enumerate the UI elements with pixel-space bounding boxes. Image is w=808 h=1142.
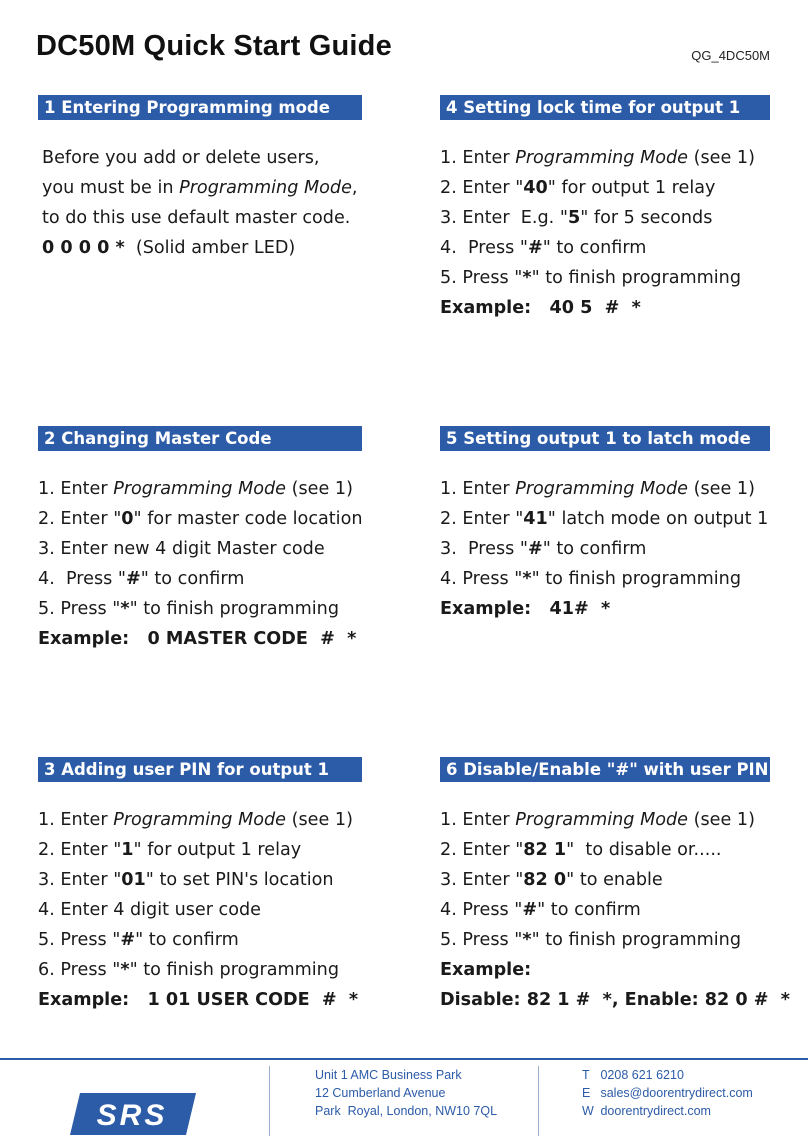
instruction-line: 3. Enter "82 0" to enable — [440, 870, 663, 890]
instruction-line: 1. Enter Programming Mode (see 1) — [440, 148, 755, 168]
section-changing-master-code — [38, 426, 388, 654]
instruction-line: Before you add or delete users, — [42, 148, 320, 168]
section-disable-enable-hash — [440, 757, 790, 1015]
section-heading: 1 Entering Programming mode — [38, 95, 362, 120]
example-label: Example: — [440, 960, 532, 980]
footer-contact — [582, 1066, 753, 1120]
example-line: Example: 40 5 # * — [440, 298, 641, 318]
footer-divider — [269, 1066, 270, 1136]
page-title: DC50M Quick Start Guide — [36, 30, 392, 62]
instruction-line: 3. Enter new 4 digit Master code — [38, 539, 325, 559]
svg-text:SRS: SRS — [96, 1099, 168, 1132]
section-heading: 3 Adding user PIN for output 1 — [38, 757, 362, 782]
instruction-line: 4. Press "#" to confirm — [440, 238, 647, 258]
section-latch-mode — [440, 426, 790, 624]
section-heading: 2 Changing Master Code — [38, 426, 362, 451]
instruction-line: 5. Press "*" to finish programming — [38, 599, 339, 619]
section-entering-programming-mode — [38, 95, 388, 263]
section-body — [38, 143, 388, 263]
section-setting-lock-time — [440, 95, 790, 323]
address-line: Unit 1 AMC Business Park — [315, 1068, 462, 1082]
contact-phone: T 0208 621 6210 — [582, 1068, 684, 1082]
contact-email[interactable]: E sales@doorentrydirect.com — [582, 1086, 753, 1100]
instruction-line: 4. Enter 4 digit user code — [38, 900, 261, 920]
instruction-line: 4. Press "#" to confirm — [440, 900, 641, 920]
srs-logo — [70, 1093, 196, 1135]
footer-address — [315, 1066, 497, 1120]
footer-rule — [0, 1058, 808, 1060]
example-line: Example: 1 01 USER CODE # * — [38, 990, 359, 1010]
example-line: Disable: 82 1 # *, Enable: 82 0 # * — [440, 990, 790, 1010]
instruction-line: 3. Press "#" to confirm — [440, 539, 647, 559]
footer-divider — [538, 1066, 539, 1136]
instruction-line: 2. Enter "40" for output 1 relay — [440, 178, 716, 198]
instruction-line: 1. Enter Programming Mode (see 1) — [440, 479, 755, 499]
document-reference: QG_4DC50M — [691, 48, 770, 63]
instruction-line: to do this use default master code. — [42, 208, 351, 228]
instruction-line: 1. Enter Programming Mode (see 1) — [440, 810, 755, 830]
instruction-line: 1. Enter Programming Mode (see 1) — [38, 810, 353, 830]
instruction-line: you must be in Programming Mode, — [42, 178, 358, 198]
instruction-line: 5. Press "#" to confirm — [38, 930, 239, 950]
section-body — [38, 474, 388, 654]
example-line: Example: 0 MASTER CODE # * — [38, 629, 357, 649]
instruction-line: 2. Enter "1" for output 1 relay — [38, 840, 302, 860]
section-adding-user-pin — [38, 757, 388, 1015]
address-line: Park Royal, London, NW10 7QL — [315, 1104, 498, 1118]
section-body — [440, 143, 790, 323]
instruction-line: 2. Enter "82 1" to disable or..... — [440, 840, 722, 860]
section-body — [38, 805, 388, 1015]
instruction-line: 4. Press "#" to confirm — [38, 569, 245, 589]
instruction-line: 5. Press "*" to finish programming — [440, 268, 741, 288]
instruction-line: 1. Enter Programming Mode (see 1) — [38, 479, 353, 499]
contact-website[interactable]: W doorentrydirect.com — [582, 1104, 711, 1118]
section-heading: 4 Setting lock time for output 1 — [440, 95, 770, 120]
instruction-line: 0 0 0 0 * (Solid amber LED) — [42, 238, 296, 258]
section-heading: 6 Disable/Enable "#" with user PIN — [440, 757, 770, 782]
section-heading: 5 Setting output 1 to latch mode — [440, 426, 770, 451]
instruction-line: 5. Press "*" to finish programming — [440, 930, 741, 950]
instruction-line: 4. Press "*" to finish programming — [440, 569, 741, 589]
instruction-line: 2. Enter "41" latch mode on output 1 — [440, 509, 769, 529]
address-line: 12 Cumberland Avenue — [315, 1086, 446, 1100]
instruction-line: 3. Enter "01" to set PIN's location — [38, 870, 334, 890]
example-line: Example: 41# * — [440, 599, 611, 619]
instruction-line: 3. Enter E.g. "5" for 5 seconds — [440, 208, 713, 228]
instruction-line: 6. Press "*" to finish programming — [38, 960, 339, 980]
section-body — [440, 474, 790, 624]
section-body — [440, 805, 790, 1015]
instruction-line: 2. Enter "0" for master code location — [38, 509, 363, 529]
